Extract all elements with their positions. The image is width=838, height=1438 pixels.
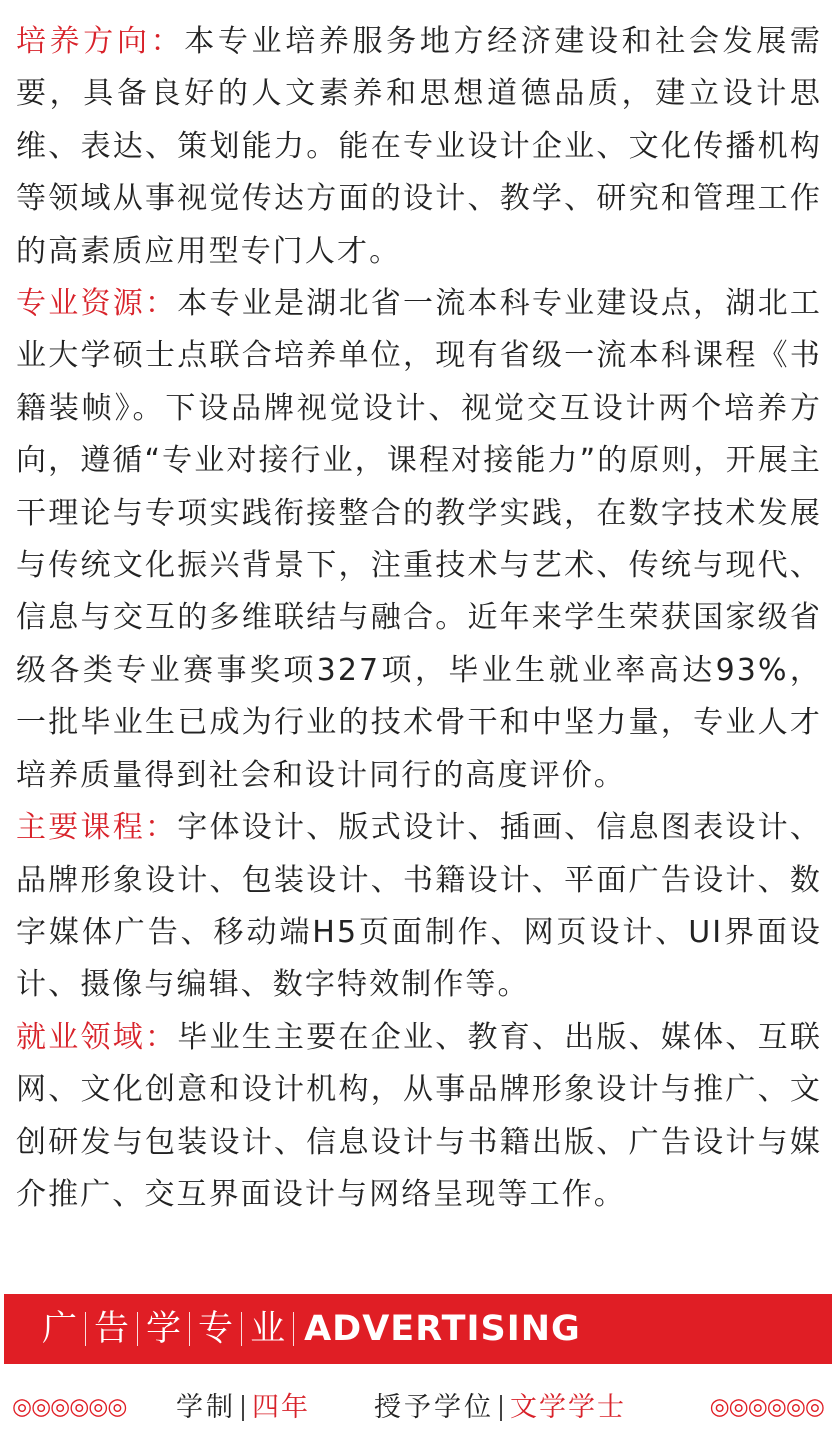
section-training-direction: [16, 16, 822, 278]
section-label: 就业领域：: [16, 1019, 178, 1055]
section-text: 本专业是湖北省一流本科专业建设点，湖北工业大学硕士点联合培养单位，现有省级一流本科课程《书籍装帧》。下设品牌视觉设计、视觉交互设计两个培养方向，遵循“专业对接行业，课程对接能力”的原则，开展主干理论与专项实践衔接整合的教学实践，在数字技术发展与传统文化振兴背景下，注重技术与艺术、传统与现代、信息与交互的多维联结与融合。近年来学生荣获国家级省级各类专业赛事奖项327项，毕业生就业率高达93%，一批毕业生已成为行业的技术骨干和中坚力量，专业人才培养质量得到社会和设计同行的高度评价。: [16, 286, 823, 793]
duration-value: 四年: [252, 1392, 310, 1423]
circle-decoration-right: ◎◎◎◎◎◎: [709, 1394, 824, 1420]
section-label: 专业资源：: [16, 286, 178, 322]
info-divider: [500, 1395, 502, 1421]
section-text: 毕业生主要在企业、教育、出版、媒体、互联网、文化创意和设计机构，从事品牌形象设计与推广、文创研发与包装设计、信息设计与书籍出版、广告设计与媒介推广、交互界面设计与网络呈现等工作。: [16, 1019, 823, 1212]
section-label: 培养方向：: [16, 24, 185, 59]
info-divider: [242, 1395, 244, 1421]
program-description: [16, 16, 822, 1221]
degree-value: 文学学士: [510, 1392, 626, 1423]
section-employment: [16, 1012, 822, 1222]
program-info-bar: [0, 1382, 838, 1432]
banner-divider: [293, 1312, 294, 1346]
banner-char: 专: [198, 1309, 234, 1349]
section-text: 字体设计、版式设计、插画、信息图表设计、品牌形象设计、包装设计、书籍设计、平面广告设计、数字媒体广告、移动端H5页面制作、网页设计、UI界面设计、摄像与编辑、数字特效制作等。: [16, 810, 823, 1003]
banner-divider: [85, 1312, 86, 1346]
section-courses: [16, 802, 822, 1012]
banner-divider: [137, 1312, 138, 1346]
banner-char: 广: [42, 1309, 78, 1349]
section-resources: [16, 278, 822, 802]
banner-english-title: ADVERTISING: [304, 1309, 581, 1349]
banner-char: 告: [94, 1309, 130, 1349]
banner-divider: [241, 1312, 242, 1346]
duration-label: 学制: [176, 1392, 236, 1423]
circle-decoration-left: ◎◎◎◎◎◎: [12, 1394, 127, 1420]
section-label: 主要课程：: [16, 810, 178, 846]
major-banner: [4, 1294, 832, 1364]
banner-chinese-title: [34, 1294, 294, 1364]
banner-char: 业: [250, 1309, 286, 1349]
banner-divider: [189, 1312, 190, 1346]
section-text: 本专业培养服务地方经济建设和社会发展需要，具备良好的人文素养和思想道德品质，建立设计思维、表达、策划能力。能在专业设计企业、文化传播机构等领域从事视觉传达方面的设计、教学、研究和管理工作的高素质应用型专门人才。: [16, 24, 823, 269]
banner-char: 学: [146, 1309, 182, 1349]
duration-info: [176, 1388, 310, 1428]
degree-info: [374, 1388, 626, 1428]
degree-label: 授予学位: [374, 1392, 494, 1423]
